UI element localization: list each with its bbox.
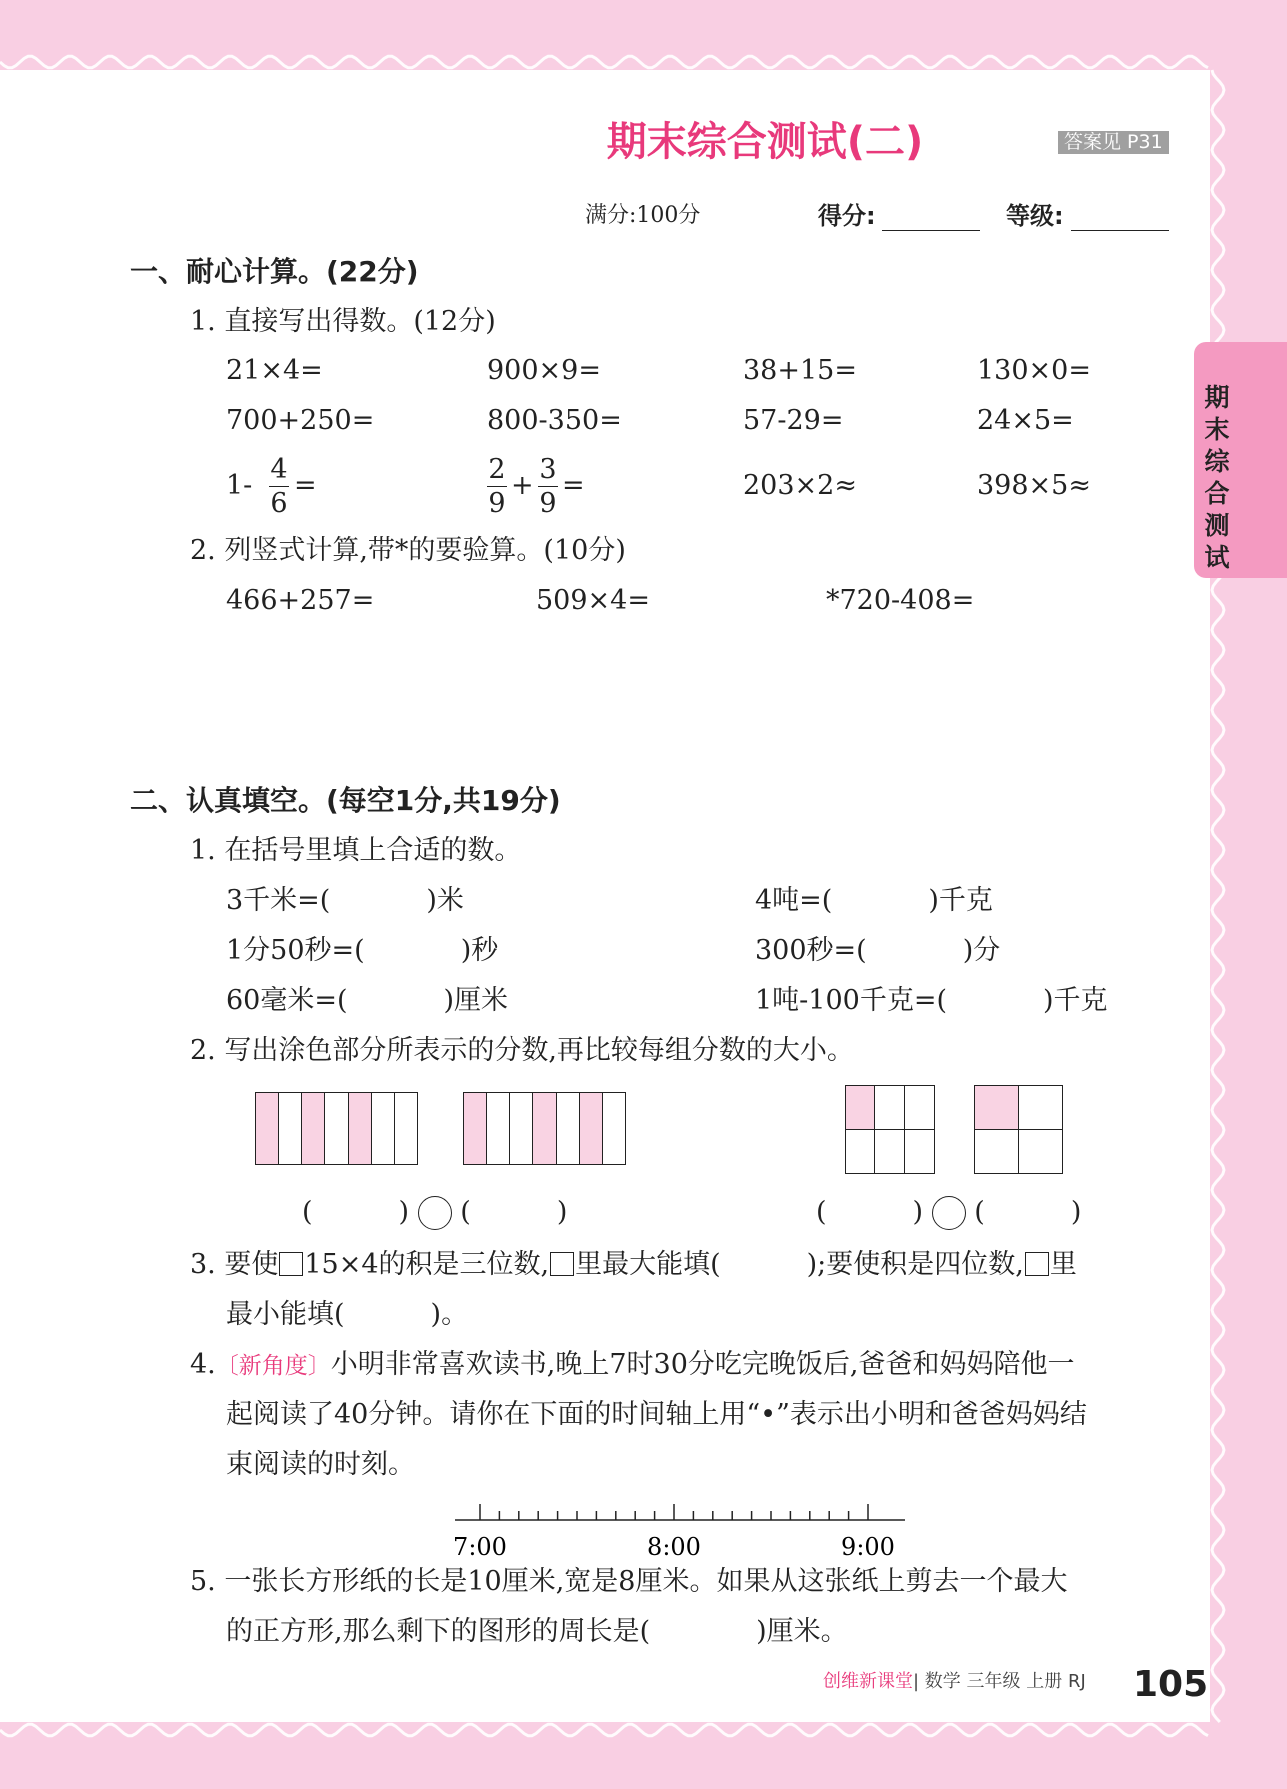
paren-close: )	[1070, 1196, 1082, 1228]
calc-item: 24×5=	[977, 405, 1074, 436]
strip-cell	[372, 1093, 395, 1164]
grid-cell	[846, 1130, 875, 1174]
page-number: 105	[1133, 1664, 1209, 1705]
fraction-calc-a-prefix: 1-	[226, 470, 253, 501]
calc-item: 900×9=	[487, 355, 601, 386]
conversion-right: )千克	[928, 885, 993, 916]
q4-number: 4.	[190, 1349, 216, 1380]
timeline-label: 9:00	[841, 1533, 895, 1561]
paren-open: (	[816, 1196, 827, 1228]
q3-text: 里	[1049, 1249, 1077, 1280]
conversion-left: 3千米=(	[226, 885, 331, 916]
section2-heading: 二、认真填空。(每空1分,共19分)	[130, 784, 561, 817]
full-score: 满分:100分	[585, 203, 701, 228]
score-blank[interactable]	[882, 206, 980, 231]
conversion-item	[226, 937, 498, 964]
conversion-right: )厘米	[443, 985, 509, 1016]
compare-circle[interactable]	[932, 1196, 966, 1230]
calc-item: 57-29=	[743, 405, 844, 436]
calc-item: 21×4=	[226, 355, 323, 386]
answer-reference-badge: 答案见 P31	[1058, 131, 1169, 154]
paren-close: )	[912, 1196, 924, 1228]
q3-text: 最小能填(	[226, 1299, 345, 1330]
q3-text: )。	[430, 1299, 469, 1330]
denominator: 9	[488, 488, 506, 519]
fraction-bar	[538, 486, 558, 487]
grid-cell	[975, 1130, 1019, 1174]
paren-close: )	[556, 1196, 568, 1228]
conversion-item	[755, 887, 993, 914]
blank-square[interactable]	[1025, 1252, 1049, 1276]
side-tab-label: 期末综合测试	[1204, 383, 1230, 572]
s2-q2-heading: 2. 写出涂色部分所表示的分数,再比较每组分数的大小。	[190, 1035, 854, 1066]
conversion-item	[226, 887, 464, 914]
grid-shaded-cell	[846, 1086, 875, 1130]
fraction-strip-1	[255, 1092, 418, 1165]
s1-q1-heading: 1. 直接写出得数。(12分)	[190, 306, 496, 337]
timeline[interactable]	[450, 1495, 910, 1565]
conversion-left: 300秒=(	[755, 935, 867, 966]
s2-q4-line1	[190, 1351, 1074, 1378]
q3-text: );要使积是四位数,	[806, 1249, 1024, 1280]
numerator: 4	[270, 454, 288, 485]
strip-cell	[487, 1093, 510, 1164]
q3-text: 15×4的积是三位数,	[304, 1249, 550, 1280]
q3-text: 3. 要使	[190, 1249, 279, 1280]
fraction-bar	[269, 486, 289, 487]
fraction-grid-2	[974, 1085, 1063, 1174]
conversion-right: )千克	[1043, 985, 1108, 1016]
strip-cell	[557, 1093, 580, 1164]
s2-q4-line2: 起阅读了40分钟。请你在下面的时间轴上用“•”表示出小明和爸爸妈妈结	[226, 1399, 1087, 1430]
s2-q1-heading: 1. 在括号里填上合适的数。	[190, 835, 522, 866]
fraction-4-6	[269, 456, 289, 517]
footer-details: | 数学 三年级 上册 RJ	[913, 1671, 1086, 1692]
compare-row-2	[816, 1196, 1081, 1230]
section1-heading-text: 一、耐心计算。(22分)	[130, 255, 419, 288]
equals: =	[294, 470, 317, 501]
grid-cell	[1019, 1130, 1063, 1174]
conversion-item	[226, 987, 508, 1014]
q5-text: )厘米。	[756, 1616, 848, 1647]
strip-cell	[395, 1093, 417, 1164]
calc-item: 203×2≈	[743, 470, 857, 501]
calc-item: 38+15=	[743, 355, 857, 386]
compare-circle[interactable]	[418, 1196, 452, 1230]
fraction-3-9	[538, 456, 558, 517]
numerator: 2	[488, 454, 506, 485]
fraction-strip-2	[463, 1092, 626, 1165]
strip-shaded-cell	[302, 1093, 325, 1164]
s2-q5-line1: 5. 一张长方形纸的长是10厘米,宽是8厘米。如果从这张纸上剪去一个最大	[190, 1566, 1068, 1597]
timeline-label: 7:00	[453, 1533, 507, 1561]
conversion-right: )米	[426, 885, 464, 916]
footer-info	[823, 1673, 1086, 1691]
conversion-right: )分	[962, 935, 1001, 966]
paren-open: (	[974, 1196, 985, 1228]
s2-q3-line1	[190, 1251, 1077, 1278]
strip-cell	[510, 1093, 533, 1164]
fraction-2-9	[487, 456, 507, 517]
strip-cell	[603, 1093, 625, 1164]
section1-heading	[130, 255, 419, 288]
paren-open: (	[460, 1196, 471, 1228]
grid-cell	[905, 1130, 934, 1174]
conversion-left: 60毫米=(	[226, 985, 348, 1016]
vertical-calc-item: 509×4=	[536, 585, 650, 616]
paren-close: )	[398, 1196, 410, 1228]
strip-cell	[325, 1093, 348, 1164]
grid-cell	[875, 1086, 904, 1130]
numerator: 3	[539, 454, 557, 485]
grid-shaded-cell	[975, 1086, 1019, 1130]
fraction-grid-1	[845, 1085, 935, 1174]
new-angle-tag: 〔新角度〕	[215, 1353, 331, 1379]
s2-q5-line2	[226, 1618, 848, 1645]
page-title: 期末综合测试(二)	[606, 119, 924, 165]
blank-square[interactable]	[550, 1252, 574, 1276]
compare-row-1	[302, 1196, 567, 1230]
conversion-item	[755, 987, 1108, 1014]
conversion-item	[755, 937, 1000, 964]
score-label: 得分:	[818, 202, 876, 230]
strip-cell	[279, 1093, 302, 1164]
s1-q2-heading: 2. 列竖式计算,带*的要验算。(10分)	[190, 535, 626, 566]
grade-blank[interactable]	[1071, 206, 1169, 231]
strip-shaded-cell	[533, 1093, 556, 1164]
s2-q3-line2	[226, 1301, 468, 1328]
timeline-label: 8:00	[647, 1533, 701, 1561]
plus: +	[511, 470, 534, 501]
strip-shaded-cell	[580, 1093, 603, 1164]
grade-label: 等级:	[1006, 202, 1064, 230]
equals: =	[562, 470, 585, 501]
vertical-calc-item: 466+257=	[226, 585, 375, 616]
q3-text: 里最大能填(	[575, 1249, 721, 1280]
calc-item: 398×5≈	[977, 470, 1091, 501]
denominator: 9	[539, 488, 557, 519]
grid-cell	[905, 1086, 934, 1130]
vertical-calc-item: *720-408=	[826, 585, 975, 616]
calc-item: 800-350=	[487, 405, 622, 436]
calc-item: 130×0=	[977, 355, 1091, 386]
conversion-left: 4吨=(	[755, 885, 833, 916]
blank-square[interactable]	[279, 1252, 303, 1276]
denominator: 6	[270, 488, 288, 519]
strip-shaded-cell	[349, 1093, 372, 1164]
conversion-left: 1吨-100千克=(	[755, 985, 947, 1016]
s2-q4-line3: 束阅读的时刻。	[226, 1449, 415, 1480]
fraction-bar	[487, 486, 507, 487]
q5-text: 的正方形,那么剩下的图形的周长是(	[226, 1616, 651, 1647]
paren-open: (	[302, 1196, 313, 1228]
conversion-right: )秒	[460, 935, 499, 966]
q4-text: 小明非常喜欢读书,晚上7时30分吃完晚饭后,爸爸和妈妈陪他一	[330, 1349, 1075, 1380]
strip-shaded-cell	[464, 1093, 487, 1164]
conversion-left: 1分50秒=(	[226, 935, 365, 966]
strip-shaded-cell	[256, 1093, 279, 1164]
footer-brand: 创维新课堂	[823, 1671, 913, 1692]
grid-cell	[875, 1130, 904, 1174]
grid-cell	[1019, 1086, 1063, 1130]
calc-item: 700+250=	[226, 405, 375, 436]
